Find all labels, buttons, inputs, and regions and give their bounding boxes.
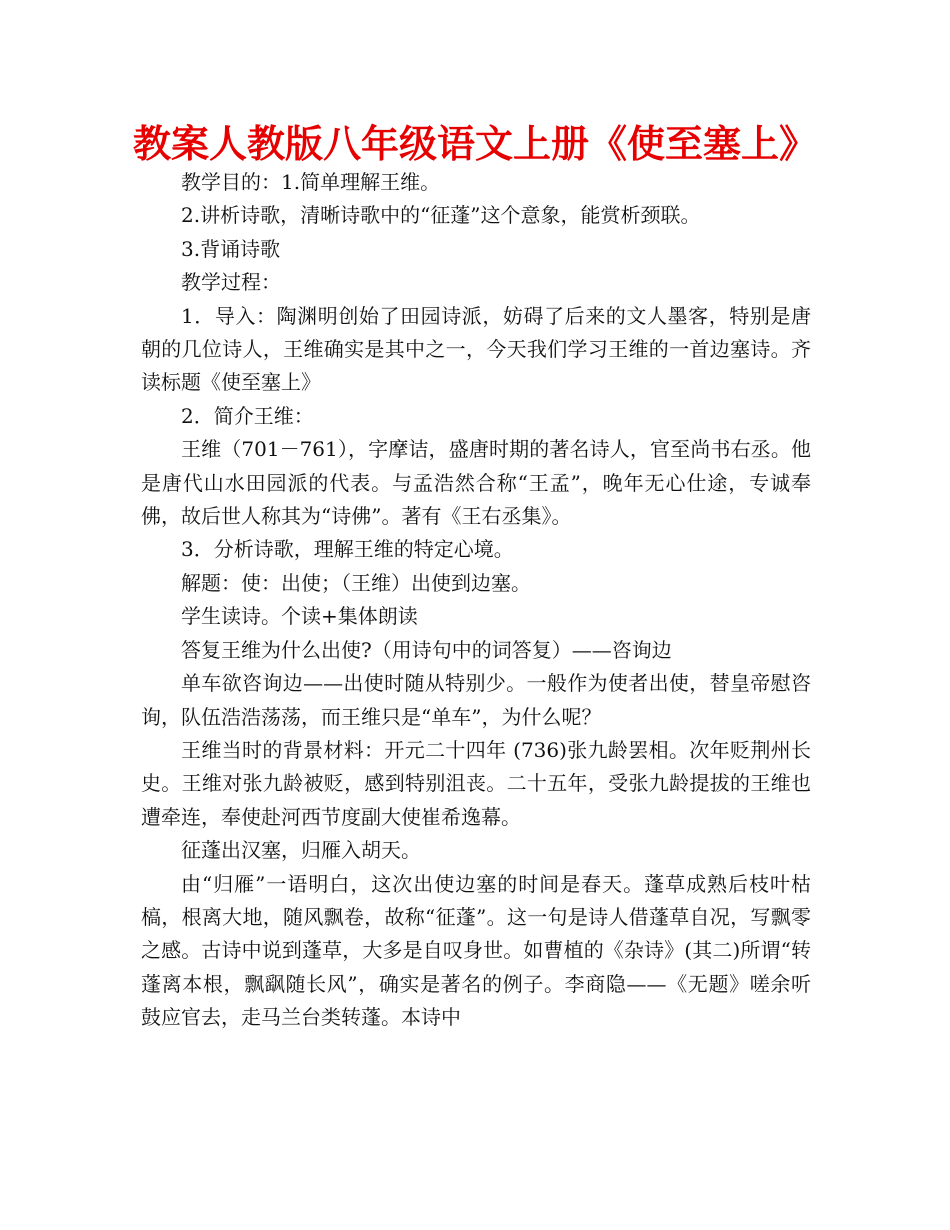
paragraph-poem-line: 征蓬出汉塞，归雁入胡天。 xyxy=(181,838,421,863)
paragraph-title-explanation: 解题：使：出使；（王维）出使到边塞。 xyxy=(181,570,531,595)
paragraph-objective-3: 3.背诵诗歌 xyxy=(181,236,281,261)
paragraph-question: 答复王维为什么出使?（用诗句中的词答复）——咨询边 xyxy=(181,637,672,662)
paragraph-author-bio: 王维（701－761），字摩诘，盛唐时期的著名诗人，官至尚书右丞。他是唐代山水田园派的代表。与孟浩然合称“王孟”，晚年无心仕途，专诚奉佛，故后世人称其为“诗佛”。著有《王右丞集》。 xyxy=(141,437,811,529)
paragraph-analysis-heading: 3．分析诗歌，理解王维的特定心境。 xyxy=(181,537,514,562)
paragraph-objectives: 教学目的：1.简单理解王维。 xyxy=(181,170,441,194)
paragraph-introduction: 1．导入：陶渊明创始了田园诗派，妨碍了后来的文人墨客，特别是唐朝的几位诗人，王维确实是其中之一，今天我们学习王维的一首边塞诗。齐读标题《使至塞上》 xyxy=(141,303,811,395)
paragraph-objective-2: 2.讲析诗歌，清晰诗歌中的“征蓬”这个意象，能赏析颈联。 xyxy=(181,203,701,228)
paragraph-background: 王维当时的背景材料：开元二十四年 (736)张九龄罢相。次年贬荆州长史。王维对张九龄被贬，感到特别沮丧。二十五年，受张九龄提拔的王维也遭牵连，奉使赴河西节度副大使崔希逸幕。 xyxy=(141,737,811,829)
paragraph-single-cart: 单车欲咨询边——出使时随从特别少。一般作为使者出使，替皇帝慰咨询，队伍浩浩荡荡，而王维只是“单车”，为什么呢？ xyxy=(141,671,811,729)
document-title: 教案人教版八年级语文上册《使至塞上》 xyxy=(132,122,817,166)
paragraph-author-heading: 2．简介王维： xyxy=(181,403,314,428)
document-body xyxy=(141,166,811,1035)
paragraph-process-heading: 教学过程： xyxy=(181,270,281,295)
paragraph-reading: 学生读诗。个读+集体朗读 xyxy=(181,604,418,629)
paragraph-poem-analysis: 由“归雁”一语明白，这次出使边塞的时间是春天。蓬草成熟后枝叶枯槁，根离大地，随风飘卷，故称“征蓬”。这一句是诗人借蓬草自况，写飘零之感。古诗中说到蓬草，大多是自叹身世。如曹植的《杂诗》(其二)所谓“转蓬离本根，飘飖随长风”，确实是著名的例子。李商隐——《无题》嗟余听鼓应官去，走马兰台类转蓬。本诗中 xyxy=(141,871,811,1030)
